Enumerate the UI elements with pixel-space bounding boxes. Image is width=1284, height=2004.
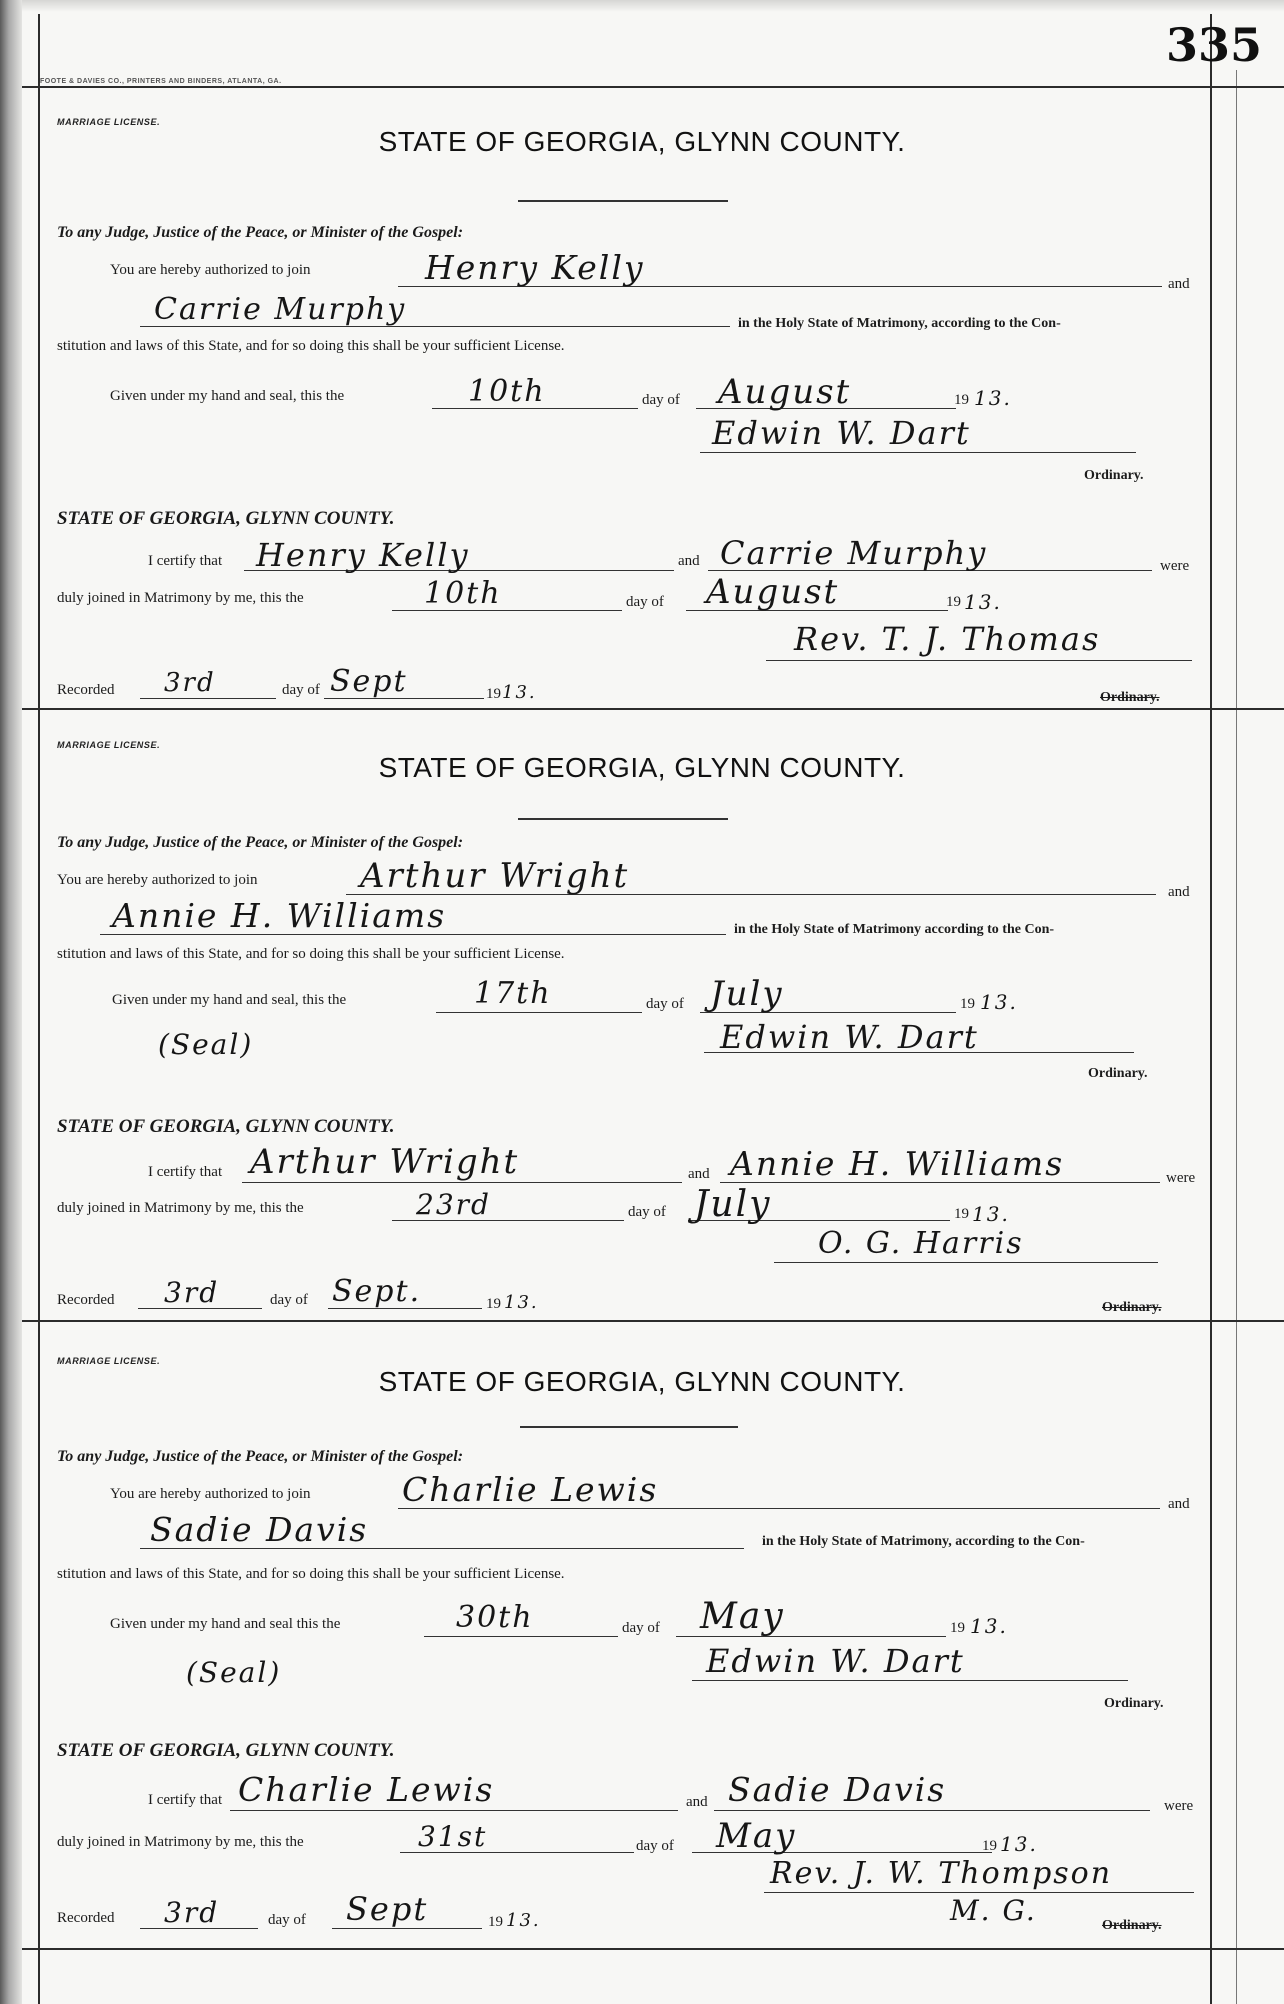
bride-name: Sadie Davis [150,1510,369,1549]
authorized-text: You are hereby authorized to join [57,872,258,888]
and-text: and [1168,884,1190,900]
groom-name: Henry Kelly [425,248,645,287]
groom-name: Arthur Wright [360,856,630,896]
ordinary-signature: Edwin W. Dart [706,1642,965,1680]
authorized-text: You are hereby authorized to join [110,1486,311,1502]
recorded-year: 13. [504,1292,539,1313]
license-month: July [710,974,784,1014]
printer-imprint: FOOTE & DAVIES CO., PRINTERS AND BINDERS, ATLANTA, GA. [40,78,282,85]
officiant-signature: Rev. J. W. Thompson [770,1856,1113,1891]
license-year: 13. [970,1614,1008,1638]
cert-bride: Annie H. Williams [730,1144,1065,1183]
license-address: To any Judge, Justice of the Peace, or Minister of the Gospel: [57,1448,464,1465]
holy-state-text: in the Holy State of Matrimony, according to the Con- [762,1534,1085,1549]
recorded-month: Sept [346,1890,429,1928]
recorded-day-of-text: day of [282,682,320,698]
binding-edge [0,0,22,2004]
certify-text: I certify that [148,1164,223,1180]
given-text: Given under my hand and seal, this the [112,992,347,1008]
groom-name: Charlie Lewis [402,1470,659,1509]
recorded-year-prefix: 19 [486,686,501,702]
were-text: were [1164,1798,1194,1814]
license-caption: MARRIAGE LICENSE. [57,1356,161,1366]
recorded-year: 13. [506,1910,541,1931]
license-day-line [436,1012,642,1013]
cert-bride: Carrie Murphy [720,534,988,572]
cert-bride-line [714,1810,1150,1811]
page-top-shadow [0,0,1284,12]
married-day: 31st [418,1820,488,1853]
recorded-day: 3rd [164,1276,220,1309]
ordinary-label: Ordinary. [1088,1066,1148,1081]
cert-groom-line [242,1182,682,1183]
given-text: Given under my hand and seal this the [110,1616,341,1632]
recorded-year-prefix: 19 [488,1914,503,1930]
ordinary-signature: Edwin W. Dart [712,414,971,452]
divider-2 [22,1320,1284,1322]
recorded-day-of-text: day of [268,1912,306,1928]
page-number: 335 [1165,18,1262,72]
officiant-signature: O. G. Harris [818,1226,1024,1261]
certificate-heading: STATE OF GEORGIA, GLYNN COUNTY. [57,1740,395,1761]
license-caption: MARRIAGE LICENSE. [57,117,161,127]
married-day-of-text: day of [626,594,664,610]
recorded-text: Recorded [57,682,115,698]
duly-joined-text: duly joined in Matrimony by me, this the [57,590,304,606]
license-heading: STATE OF GEORGIA, GLYNN COUNTY. [378,752,906,783]
cert-bride: Sadie Davis [728,1770,947,1809]
married-year: 13. [964,590,1002,614]
officiant-signature: Rev. T. J. Thomas [794,620,1101,658]
license-month: August [718,372,852,412]
heading-rule [518,200,728,202]
recorded-day: 3rd [164,1896,220,1929]
duly-joined-text: duly joined in Matrimony by me, this the [57,1200,304,1216]
divider-1 [22,708,1284,710]
married-year: 13. [1000,1832,1038,1856]
license-year: 13. [974,386,1012,410]
license-month: May [700,1596,785,1637]
recorded-month: Sept [330,664,408,699]
officiant-line [774,1262,1158,1263]
recorded-text: Recorded [57,1292,115,1308]
ordinary-signature: Edwin W. Dart [720,1018,979,1056]
recorded-day: 3rd [164,668,216,698]
recorded-month-line [332,1928,482,1929]
certify-text: I certify that [148,553,223,569]
license-caption: MARRIAGE LICENSE. [57,740,161,750]
license-day: 17th [474,976,552,1011]
married-month: August [706,572,840,612]
cert-and-text: and [678,553,700,569]
license-address: To any Judge, Justice of the Peace, or Minister of the Gospel: [57,224,464,241]
year-prefix: 19 [960,996,975,1012]
ordinary-label: Ordinary. [1084,468,1144,483]
married-day: 23rd [416,1188,491,1221]
married-year-prefix: 19 [982,1838,997,1854]
holy-state-text: in the Holy State of Matrimony, according to the Con- [738,316,1061,331]
recorded-day-line [140,698,276,699]
duly-joined-text: duly joined in Matrimony by me, this the [57,1834,304,1850]
married-year-prefix: 19 [946,594,961,610]
day-of-text: day of [646,996,684,1012]
frame-left-line [38,14,40,2004]
and-text: and [1168,276,1190,292]
recorded-text: Recorded [57,1910,115,1926]
were-text: were [1160,558,1190,574]
constitution-text: stitution and laws of this State, and for so doing this shall be your sufficient License. [57,946,565,962]
recorded-year-prefix: 19 [486,1296,501,1312]
day-of-text: day of [642,392,680,408]
license-day: 30th [456,1600,534,1635]
married-month: May [716,1816,797,1856]
license-heading: STATE OF GEORGIA, GLYNN COUNTY. [378,126,906,157]
cert-groom: Charlie Lewis [238,1770,495,1809]
recorded-ordinary-label: Ordinary. [1102,1918,1162,1933]
authorized-text: You are hereby authorized to join [110,262,311,278]
license-day-line [424,1636,618,1637]
year-prefix: 19 [950,1620,965,1636]
married-year-prefix: 19 [954,1206,969,1222]
recorded-day-of-text: day of [270,1292,308,1308]
heading-rule [518,818,728,820]
given-text: Given under my hand and seal, this the [110,388,345,404]
license-address: To any Judge, Justice of the Peace, or Minister of the Gospel: [57,834,464,851]
cert-and-text: and [686,1794,708,1810]
officiant-line [766,660,1192,661]
married-day: 10th [424,576,502,611]
and-text: and [1168,1496,1190,1512]
were-text: were [1166,1170,1196,1186]
frame-right-line [1210,14,1212,2004]
bride-name: Carrie Murphy [154,292,407,327]
bride-name: Annie H. Williams [112,896,447,935]
day-of-text: day of [622,1620,660,1636]
holy-state-text: in the Holy State of Matrimony according to the Con- [734,922,1055,937]
top-ruled-line [22,86,1284,88]
officiant-line [764,1892,1194,1893]
seal-mark: (Seal) [158,1028,254,1061]
officiant-title: M. G. [950,1894,1037,1927]
recorded-year: 13. [502,682,537,703]
cert-groom-line [230,1810,678,1811]
married-day-of-text: day of [636,1838,674,1854]
cert-and-text: and [688,1166,710,1182]
heading-rule [520,1426,738,1428]
cert-groom: Henry Kelly [256,536,470,574]
year-prefix: 19 [954,392,969,408]
ordinary-signature-line [692,1680,1128,1681]
ordinary-label: Ordinary. [1104,1696,1164,1711]
frame-right-outer-line [1236,70,1237,2004]
certificate-heading: STATE OF GEORGIA, GLYNN COUNTY. [57,508,395,529]
seal-mark: (Seal) [186,1656,282,1689]
certify-text: I certify that [148,1792,223,1808]
bottom-ruled-line [22,1948,1284,1950]
certificate-heading: STATE OF GEORGIA, GLYNN COUNTY. [57,1116,395,1137]
license-year: 13. [980,990,1018,1014]
cert-groom: Arthur Wright [250,1142,520,1182]
constitution-text: stitution and laws of this State, and for so doing this shall be your sufficient License. [57,338,565,354]
recorded-ordinary-label: Ordinary. [1102,1300,1162,1315]
recorded-ordinary-label: Ordinary. [1100,690,1160,705]
married-year: 13. [972,1202,1010,1226]
constitution-text: stitution and laws of this State, and for so doing this shall be your sufficient License. [57,1566,565,1582]
license-heading: STATE OF GEORGIA, GLYNN COUNTY. [378,1366,906,1397]
married-month: July [694,1184,772,1225]
license-day: 10th [468,374,546,409]
married-day-of-text: day of [628,1204,666,1220]
recorded-month: Sept. [332,1274,422,1309]
ordinary-signature-line [700,452,1136,453]
